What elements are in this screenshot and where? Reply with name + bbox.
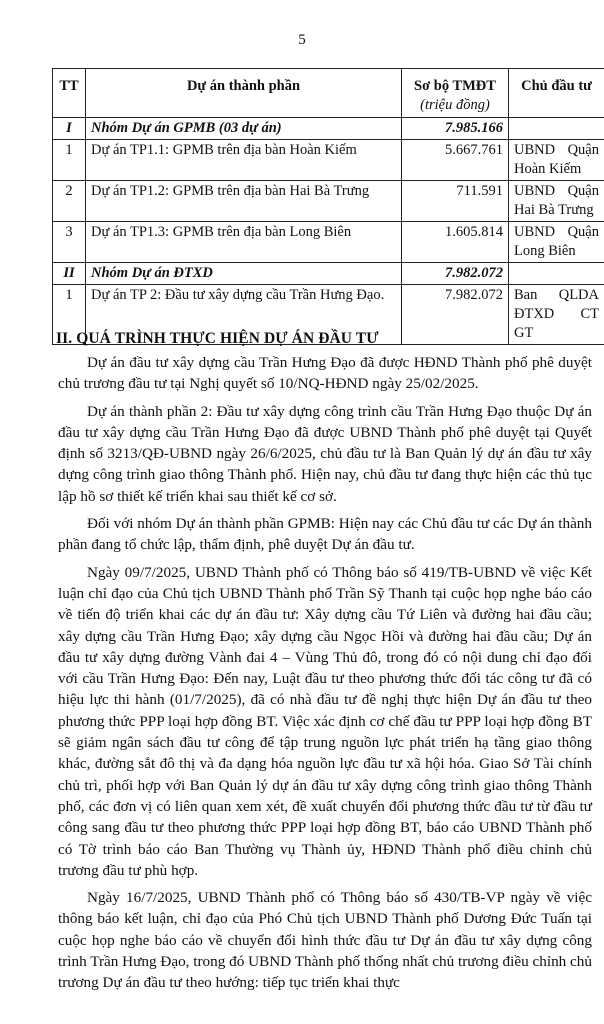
- owner-line: Hai Bà Trưng: [514, 202, 594, 218]
- body-text: [58, 352, 592, 1000]
- paragraph: Ngày 16/7/2025, UBND Thành phố có Thông báo số 430/TB-VP ngày về việc thông báo kết luận, chỉ đạo của Phó Chủ tịch UBND Thành phố Dương Đức Tuấn tại cuộc họp nghe báo cáo về chuyển đổi hình thức đầu tư Dự án đầu tư xây dựng công trình Trần Hưng Đạo, trong đó UBND Thành phố thống nhất chủ trương điều chỉnh chủ trương Dự án đầu tư theo hướng: tiếp tục triển khai thực: [58, 889, 592, 992]
- cell-project: Nhóm Dự án ĐTXD: [86, 263, 402, 285]
- cell-owner: [509, 118, 604, 140]
- cell-owner: [509, 263, 604, 285]
- table-group-row: [53, 118, 604, 140]
- paragraph: Đối với nhóm Dự án thành phần GPMB: Hiện nay các Chủ đầu tư các Dự án thành phần đang tổ chức lập, thẩm định, phê duyệt Dự án đầu tư.: [58, 515, 592, 554]
- table-row: [53, 222, 604, 263]
- table-row: [53, 140, 604, 181]
- paragraph: Dự án đầu tư xây dựng cầu Trần Hưng Đạo đã được HĐND Thành phố phê duyệt chủ trương đầu tư tại Nghị quyết số 10/NQ-HĐND ngày 25/02/2025.: [58, 354, 592, 393]
- owner-line: UBND Quận: [514, 183, 599, 199]
- cell-tt: 2: [53, 181, 86, 222]
- cell-project: Dự án TP1.3: GPMB trên địa bàn Long Biên: [86, 222, 402, 263]
- cell-project: Dự án TP1.1: GPMB trên địa bàn Hoàn Kiếm: [86, 140, 402, 181]
- cell-owner: [509, 285, 604, 345]
- header-owner: Chủ đầu tư: [509, 69, 604, 118]
- project-table: [52, 68, 604, 345]
- owner-line: UBND Quận: [514, 224, 599, 240]
- cell-cost: 7.982.072: [402, 263, 509, 285]
- cell-project: Dự án TP1.2: GPMB trên địa bàn Hai Bà Trưng: [86, 181, 402, 222]
- cell-project: Dự án TP 2: Đầu tư xây dựng cầu Trần Hưng Đạo.: [86, 285, 402, 345]
- cell-tt: II: [53, 263, 86, 285]
- header-project: Dự án thành phần: [86, 69, 402, 118]
- owner-line: Long Biên: [514, 243, 576, 259]
- cell-owner: [509, 140, 604, 181]
- cell-project: Nhóm Dự án GPMB (03 dự án): [86, 118, 402, 140]
- header-cost-unit: (triệu đồng): [420, 97, 490, 113]
- cell-tt: 1: [53, 285, 86, 345]
- cell-owner: [509, 181, 604, 222]
- table-row: [53, 181, 604, 222]
- cell-owner: [509, 222, 604, 263]
- cell-cost: 1.605.814: [402, 222, 509, 263]
- owner-line: Hoàn Kiếm: [514, 161, 582, 177]
- cell-cost: 7.982.072: [402, 285, 509, 345]
- cell-cost: 5.667.761: [402, 140, 509, 181]
- header-tt: TT: [53, 69, 86, 118]
- section-heading: II. QUÁ TRÌNH THỰC HIỆN DỰ ÁN ĐẦU TƯ: [56, 330, 379, 347]
- header-cost-label: Sơ bộ TMĐT: [414, 78, 496, 94]
- header-cost: [402, 69, 509, 118]
- paragraph: Ngày 09/7/2025, UBND Thành phố có Thông báo số 419/TB-UBND về việc Kết luận chỉ đạo của Chủ tịch UBND Thành phố Trần Sỹ Thanh tại cuộc họp nghe báo cáo về tiến độ triển khai các dự án đầu tư: Xây dựng cầu Tứ Liên và đường hai đầu cầu; xây dựng cầu Trần Hưng Đạo; xây dựng cầu Ngọc Hồi và đường hai đầu cầu; Dự án đầu tư xây dựng đường Vành đai 4 – Vùng Thủ đô, trong đó có nội dung chỉ đạo đối với cầu Trần Hưng Đạo: Đến nay, Luật đầu tư theo phương thức đối tác công tư đã có hiệu lực thi hành (01/7/2025), đã có nhà đầu tư đề nghị thực hiện Dự án đầu tư theo phương thức PPP loại hợp đồng BT. Việc xác định cơ chế đầu tư PPP loại hợp đồng BT sẽ giảm ngân sách đầu tư công để tập trung nguồn lực phát triển hạ tầng giao thông khác, đường sắt đô thị và đa dạng hóa nguồn lực đầu tư xã hội hóa. Giao Sở Tài chính chủ trì, phối hợp với Ban Quản lý dự án đầu tư xây dựng công trình giao thông Thành phố, các đơn vị có liên quan xem xét, đề xuất chuyển đổi phương thức đầu tư từ đầu tư công sang đầu tư theo phương thức PPP loại hợp đồng BT, báo cáo UBND Thành phố có Tờ trình báo cáo Ban Thường vụ Thành ủy, HĐND Thành phố điều chỉnh chủ trương đầu tư phù hợp.: [58, 563, 592, 879]
- cell-cost: 711.591: [402, 181, 509, 222]
- owner-line: Ban QLDA: [514, 287, 599, 303]
- table-header-row: [53, 69, 604, 118]
- cell-tt: I: [53, 118, 86, 140]
- page-number: 5: [298, 32, 306, 48]
- cell-cost: 7.985.166: [402, 118, 509, 140]
- table-group-row: [53, 263, 604, 285]
- owner-line: ĐTXD CT GT: [514, 306, 599, 341]
- owner-line: UBND Quận: [514, 142, 599, 158]
- cell-tt: 3: [53, 222, 86, 263]
- cell-tt: 1: [53, 140, 86, 181]
- paragraph: Dự án thành phần 2: Đầu tư xây dựng công trình cầu Trần Hưng Đạo thuộc Dự án đầu tư xây dựng cầu Trần Hưng Đạo đã được UBND Thành phố phê duyệt tại Quyết định số 3213/QĐ-UBND ngày 26/6/2025, chủ đầu tư là Ban Quản lý dự án đầu tư xây dựng công trình giao thông Thành phố. Hiện nay, chủ đầu tư đang thực hiện các thủ tục lập hồ sơ thiết kế triển khai sau thiết kế cơ sở.: [58, 402, 592, 505]
- table-body: [53, 118, 604, 345]
